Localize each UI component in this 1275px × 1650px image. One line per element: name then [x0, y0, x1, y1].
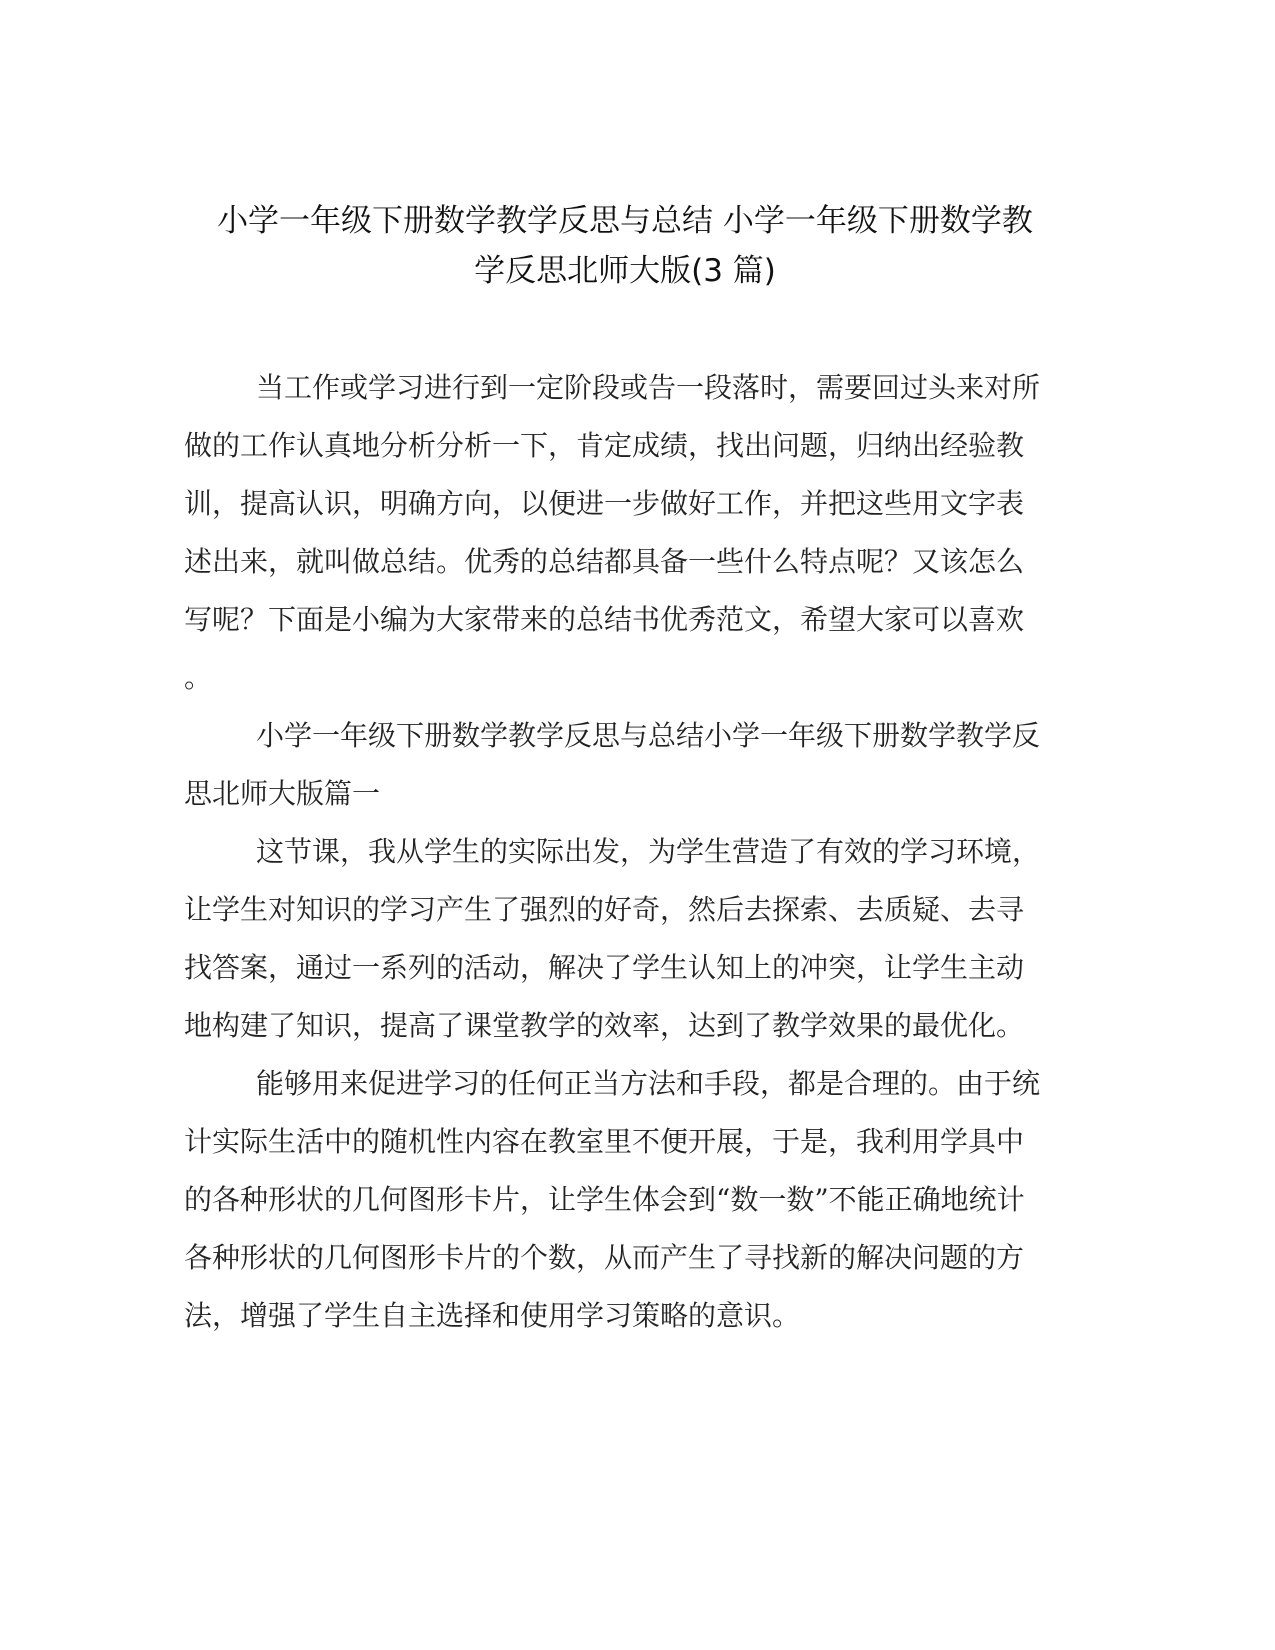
title-line: 小学一年级下册数学教学反思与总结 小学一年级下册数学教 [217, 203, 1033, 239]
paragraph-line: 训，提高认识，明确方向，以便进一步做好工作，并把这些用文字表 [184, 487, 1025, 520]
paragraph-line: 述出来，就叫做总结。优秀的总结都具备一些什么特点呢？又该怎么 [184, 545, 1025, 578]
paragraph-line: 思北师大版篇一 [184, 777, 381, 810]
paragraph-line: 的各种形状的几何图形卡片，让学生体会到“数一数”不能正确地统计 [184, 1183, 1025, 1216]
paragraph-line: 找答案，通过一系列的活动，解决了学生认知上的冲突，让学生主动 [184, 951, 1025, 984]
paragraph-line: 让学生对知识的学习产生了强烈的好奇，然后去探索、去质疑、去寻 [184, 893, 1025, 926]
paragraph-line: 当工作或学习进行到一定阶段或告一段落时，需要回过头来对所 [256, 371, 1041, 404]
paragraph-line: 计实际生活中的随机性内容在教室里不便开展，于是，我利用学具中 [184, 1125, 1025, 1158]
paragraph-line: 这节课，我从学生的实际出发，为学生营造了有效的学习环境， [256, 835, 1041, 868]
paragraph-line: 小学一年级下册数学教学反思与总结小学一年级下册数学教学反 [256, 719, 1041, 752]
paragraph-line: 各种形状的几何图形卡片的个数，从而产生了寻找新的解决问题的方 [184, 1241, 1025, 1274]
document-title [160, 196, 1090, 296]
title-line: 学反思北师大版(3 篇) [474, 253, 776, 289]
paragraph-line: 做的工作认真地分析分析一下，肯定成绩，找出问题，归纳出经验教 [184, 429, 1025, 462]
paragraph-line: 能够用来促进学习的任何正当方法和手段，都是合理的。由于统 [256, 1067, 1041, 1100]
paragraph-line: 写呢？下面是小编为大家带来的总结书优秀范文，希望大家可以喜欢 [184, 603, 1025, 636]
paragraph-line: 地构建了知识，提高了课堂教学的效率，达到了教学效果的最优化。 [184, 1009, 1025, 1042]
paragraph-line: 。 [184, 661, 213, 694]
paragraph-line: 法，增强了学生自主选择和使用学习策略的意识。 [184, 1299, 801, 1332]
